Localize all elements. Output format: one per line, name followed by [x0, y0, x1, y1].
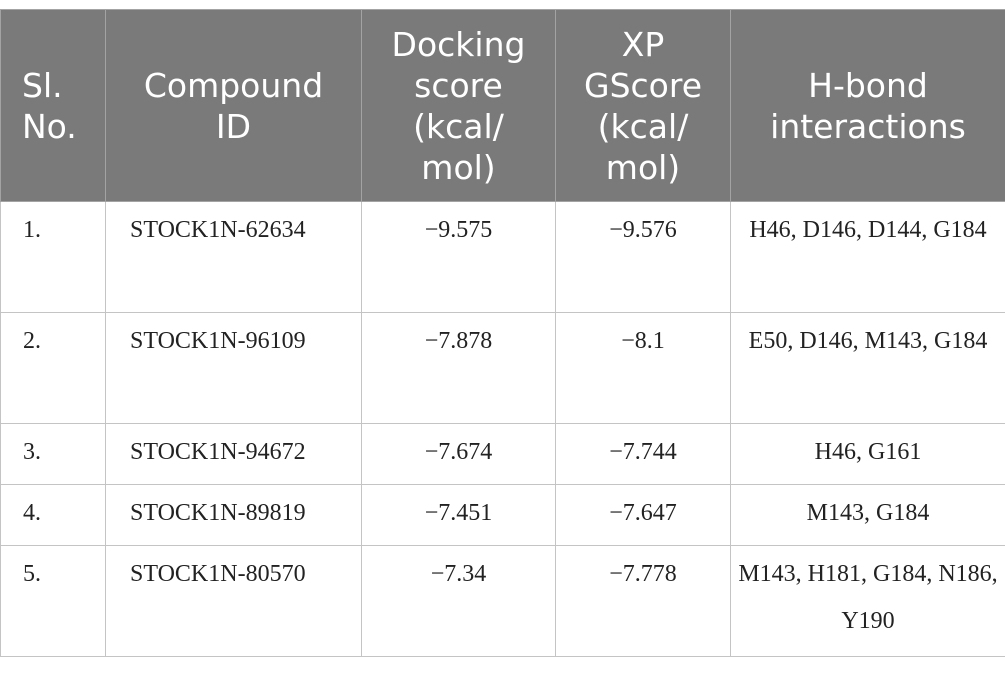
cell-hbond-interactions: H46, G161: [731, 424, 1005, 485]
cell-xp-gscore: −8.1: [556, 313, 731, 424]
cell-xp-gscore: −9.576: [556, 202, 731, 313]
cell-sl-no: 2.: [1, 313, 106, 424]
table-row: [1, 202, 1005, 313]
table-body: [1, 202, 1005, 657]
header-sl-no: [1, 10, 106, 202]
header-xp-gscore: [556, 10, 731, 202]
docking-results-table: [0, 9, 1005, 657]
cell-compound-id: STOCK1N-94672: [106, 424, 362, 485]
cell-compound-id: STOCK1N-96109: [106, 313, 362, 424]
header-docking-score: [362, 10, 556, 202]
cell-xp-gscore: −7.744: [556, 424, 731, 485]
header-compound-id: [106, 10, 362, 202]
cell-docking-score: −7.674: [362, 424, 556, 485]
cell-sl-no: 5.: [1, 546, 106, 657]
cell-xp-gscore: −7.647: [556, 485, 731, 546]
table-row: [1, 485, 1005, 546]
cell-hbond-interactions: M143, H181, G184, N186, Y190: [731, 546, 1005, 657]
cell-docking-score: −7.878: [362, 313, 556, 424]
cell-compound-id: STOCK1N-80570: [106, 546, 362, 657]
cell-docking-score: −9.575: [362, 202, 556, 313]
header-docking-score-label: Docking score (kcal/ mol): [391, 24, 526, 187]
table-header: [1, 10, 1005, 202]
cell-hbond-interactions: E50, D146, M143, G184: [731, 313, 1005, 424]
cell-compound-id: STOCK1N-89819: [106, 485, 362, 546]
cell-hbond-interactions: H46, D146, D144, G184: [731, 202, 1005, 313]
header-xp-gscore-label: XP GScore (kcal/ mol): [584, 24, 702, 187]
header-row: [1, 10, 1005, 202]
table-row: [1, 424, 1005, 485]
cell-hbond-interactions: M143, G184: [731, 485, 1005, 546]
cell-docking-score: −7.34: [362, 546, 556, 657]
cell-sl-no: 1.: [1, 202, 106, 313]
header-hbond-interactions: [731, 10, 1005, 202]
cell-sl-no: 3.: [1, 424, 106, 485]
table-row: [1, 546, 1005, 657]
cell-xp-gscore: −7.778: [556, 546, 731, 657]
cell-sl-no: 4.: [1, 485, 106, 546]
table-row: [1, 313, 1005, 424]
header-hbond-interactions-label: H-bond interactions: [770, 65, 966, 146]
cell-docking-score: −7.451: [362, 485, 556, 546]
cell-compound-id: STOCK1N-62634: [106, 202, 362, 313]
header-sl-no-label: Sl. No.: [22, 65, 77, 146]
header-compound-id-label: Compound ID: [143, 65, 324, 146]
